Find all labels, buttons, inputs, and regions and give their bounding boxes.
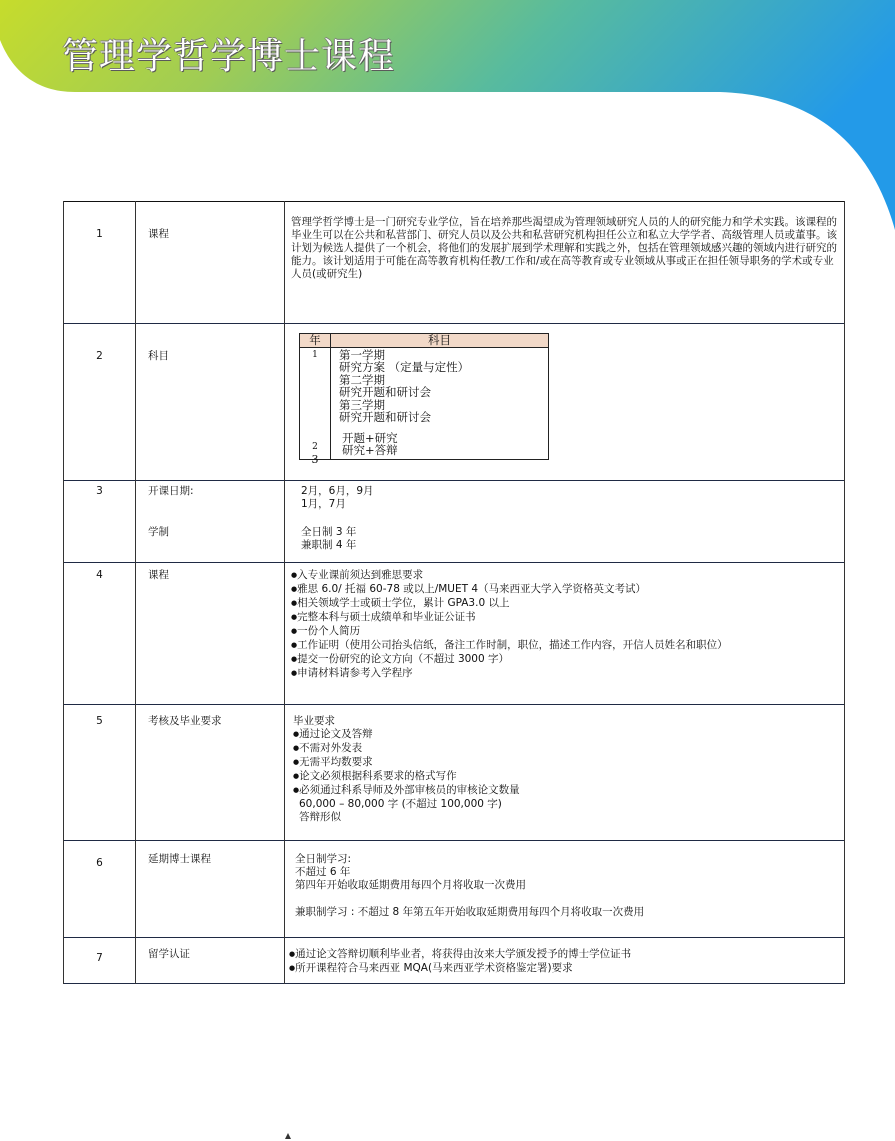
subject-item: 研究开题和研讨会 [339, 410, 431, 424]
extension-line: 不超过 6 年 [295, 866, 351, 878]
subject-item: 第三学期 [339, 397, 385, 412]
row-number: 6 [64, 841, 136, 938]
certification-item: ● 所开课程符合马来西亚 MQA(马来西亚学术资格鉴定署)要求 [289, 962, 838, 976]
requirement-item: ● 完整本科与硕士成绩单和毕业证公证书 [291, 611, 838, 625]
table-row [64, 324, 845, 481]
table-row [64, 202, 845, 324]
subject-item: 研究开题和研讨会 [339, 385, 431, 399]
row-label: 课程 [136, 202, 285, 324]
row-label: 考核及毕业要求 [136, 705, 285, 841]
requirement-item: ● 工作证明（使用公司抬头信纸，备注工作时制，职位，描述工作内容，开信人员姓名和职位） [291, 639, 838, 653]
graduation-item: ● 通过论文及答辩 [293, 728, 838, 742]
requirement-item: ● 提交一份研究的论文方向（不超过 3000 字） [291, 653, 838, 667]
subject-item: 第一学期 [339, 347, 385, 362]
extension-line: 第四年开始收取延期费用每四个月将收取一次费用 [295, 879, 526, 891]
row-label: 学制 [148, 526, 169, 538]
row-number: 3 [64, 481, 136, 563]
duration-line: 兼职制 4 年 [301, 539, 357, 551]
intake-line: 1月，7月 [301, 498, 346, 510]
graduation-note: 60,000 – 80,000 字 (不超过 100,000 字) [299, 798, 502, 810]
extension-line: 兼职制学习 : 不超过 8 年第五年开始收取延期费用每四个月将收取一次费用 [295, 906, 645, 918]
graduation-intro: 毕业要求 [293, 715, 335, 727]
table-row [64, 481, 845, 563]
row-label: 科目 [136, 324, 285, 481]
row-number: 2 [64, 324, 136, 481]
graduation-item: ● 论文必须根据科系要求的格式写作 [293, 770, 838, 784]
page-title: 管理学哲学博士课程 [62, 36, 396, 77]
row-number: 5 [64, 705, 136, 841]
row-number: 1 [64, 202, 136, 324]
row-label: 课程 [136, 563, 285, 705]
year-1: 1 [312, 349, 318, 360]
year-2: 2 [312, 441, 318, 452]
certification-item: ● 通过论文答辩切顺利毕业者，将获得由汝来大学颁发授予的博士学位证书 [289, 948, 838, 962]
requirement-item: ● 申请材料请参考入学程序 [291, 667, 838, 681]
requirement-item: ● 入专业课前须达到雅思要求 [291, 569, 838, 583]
graduation-item: ● 必须通过科系导师及外部审核员的审核论文数量 [293, 784, 838, 798]
duration-line: 全日制 3 年 [301, 526, 357, 538]
year-header: 年 [300, 334, 331, 347]
row-label: 留学认证 [136, 938, 285, 984]
course-description: 管理学哲学博士是一门研究专业学位，旨在培养那些渴望成为管理领域研究人员的人的研究能力和学术实践。该课程的毕业生可以在公共和私营部门、研究人员以及公共和私营研究机构担任公立和私立大学学者、高级管理人员或董事。该计划为候选人提供了一个机会，将他们的发展扩展到学术理解和实践之外，包括在管理领域感兴趣的领域内进行研究的能力。该计划适用于可能在高等教育机构任教/工作和/或在高等教育或专业领域从事或正在担任领导职务的学术或专业人员(或研究生) [285, 202, 845, 324]
year-3: 3 [311, 452, 319, 466]
intake-line: 2月，6月，9月 [301, 485, 374, 497]
subject-item: 研究方案 （定量与定性） [339, 360, 470, 374]
subject-item: 开题+研究 [342, 430, 398, 445]
decorative-mark [285, 1133, 291, 1139]
extension-line: 全日制学习: [295, 853, 352, 865]
program-info-table [63, 201, 845, 984]
subject-header: 科目 [428, 333, 451, 347]
table-row [64, 705, 845, 841]
graduation-note: 答辩形似 [299, 811, 341, 823]
graduation-item: ● 不需对外发表 [293, 742, 838, 756]
subject-table [299, 333, 549, 466]
row-label: 延期博士课程 [136, 841, 285, 938]
requirement-item: ● 相关领域学士或硕士学位，累计 GPA3.0 以上 [291, 597, 838, 611]
row-number: 4 [64, 563, 136, 705]
table-row [64, 938, 845, 984]
requirement-item: ● 一份个人简历 [291, 625, 838, 639]
table-row [64, 563, 845, 705]
subject-item: 第二学期 [339, 372, 385, 387]
graduation-item: ● 无需平均数要求 [293, 756, 838, 770]
subject-item: 研究+答辩 [342, 443, 398, 457]
requirement-item: ● 雅思 6.0/ 托福 60-78 或以上/MUET 4（马来西亚大学入学资格英文考试） [291, 583, 838, 597]
row-label: 开课日期: [148, 485, 194, 497]
table-row [64, 841, 845, 938]
row-number: 7 [64, 938, 136, 984]
